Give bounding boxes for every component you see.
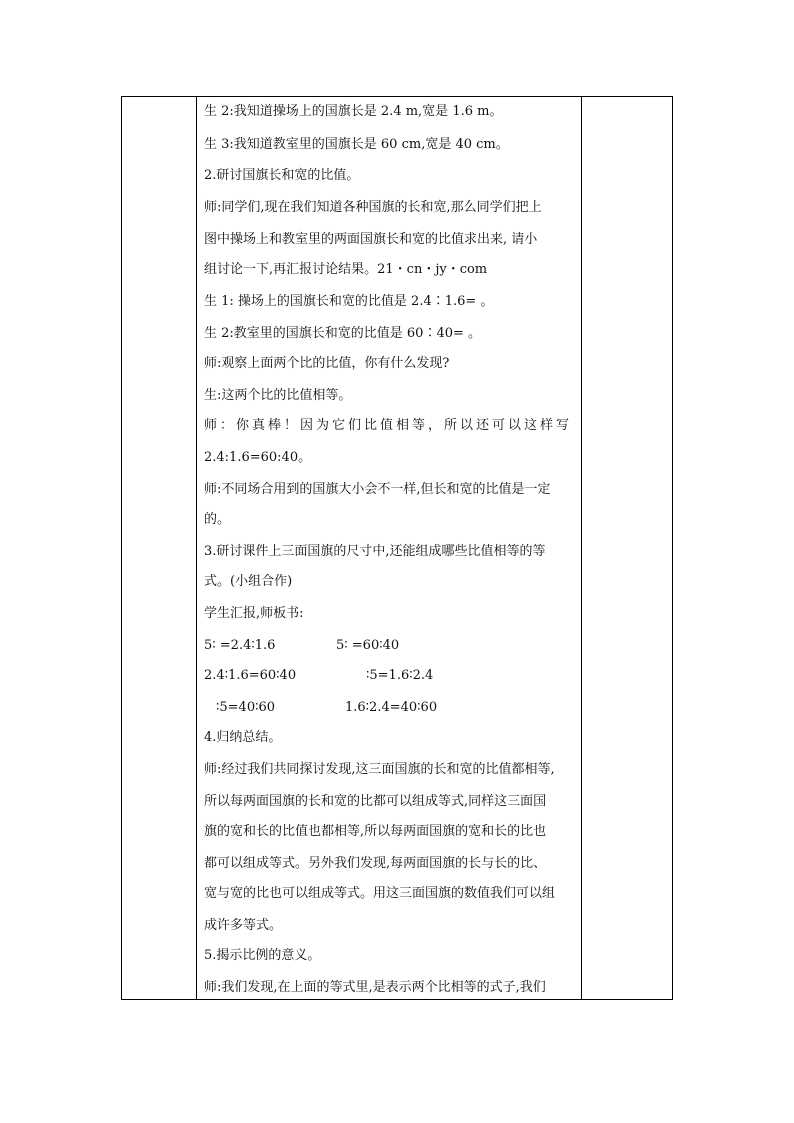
text-line: 生 1: 操场上的国旗长和宽的比值是 2.4∶1.6= 。	[204, 294, 494, 309]
ratio-equation: ∶5=40∶60	[216, 700, 276, 715]
ratio-equation: 1.6∶2.4=40∶60	[345, 700, 438, 715]
text-line: 都可以组成等式。另外我们发现,每两面国旗的长与长的比、	[204, 856, 547, 871]
lesson-table	[121, 96, 673, 1000]
text-line: 生:这两个比的比值相等。	[204, 388, 352, 403]
table-column-divider-right	[581, 97, 582, 999]
text-line: 师:同学们,现在我们知道各种国旗的长和宽,那么同学们把上	[204, 200, 542, 215]
ratio-equation: ∶5=1.6∶2.4	[366, 668, 434, 683]
ratio-equation: 2.4∶1.6=60∶40	[204, 668, 297, 683]
text-line: 旗的宽和长的比值也都相等,所以每两面国旗的宽和长的比也	[204, 824, 547, 839]
text-line: 组讨论一下,再汇报讨论结果。21・cn・jy・com	[204, 262, 488, 277]
text-line: 生 2:教室里的国旗长和宽的比值是 60∶40= 。	[204, 326, 482, 341]
table-column-divider-left	[196, 97, 197, 999]
text-line: 所以每两面国旗的长和宽的比都可以组成等式,同样这三面国	[204, 794, 547, 809]
text-line: 师:经过我们共同探讨发现,这三面国旗的长和宽的比值都相等,	[204, 762, 555, 777]
text-line: 师:观察上面两个比的比值，你有什么发现?	[204, 356, 450, 371]
text-line: 师:不同场合用到的国旗大小会不一样,但长和宽的比值是一定	[204, 482, 551, 497]
text-line: 师：你真棒！因为它们比值相等，所以还可以这样写	[204, 418, 573, 433]
text-line: 4.归纳总结。	[204, 730, 282, 745]
text-line: 师:我们发现,在上面的等式里,是表示两个比相等的式子,我们	[204, 980, 546, 995]
text-line: 宽与宽的比也可以组成等式。用这三面国旗的数值我们可以组	[204, 886, 556, 901]
text-line: 3.研讨课件上三面国旗的尺寸中,还能组成哪些比值相等的等	[204, 544, 546, 559]
text-line: 生 3:我知道教室里的国旗长是 60 cm,宽是 40 cm。	[204, 137, 509, 152]
text-line: 生 2:我知道操场上的国旗长是 2.4 m,宽是 1.6 m。	[204, 104, 503, 119]
ratio-equation: 5∶ =60∶40	[336, 638, 400, 653]
ratio-equation: 5∶ =2.4∶1.6	[204, 638, 276, 653]
text-line: 的。	[204, 512, 231, 527]
text-line: 2.研讨国旗长和宽的比值。	[204, 168, 360, 183]
text-line: 式。(小组合作)	[204, 574, 293, 589]
text-line: 成许多等式。	[204, 918, 283, 933]
text-line: 5.揭示比例的意义。	[204, 948, 321, 963]
text-line: 图中操场上和教室里的两面国旗长和宽的比值求出来, 请小	[204, 232, 538, 247]
text-line: 2.4:1.6=60:40。	[204, 450, 312, 465]
text-line: 学生汇报,师板书:	[204, 606, 304, 621]
